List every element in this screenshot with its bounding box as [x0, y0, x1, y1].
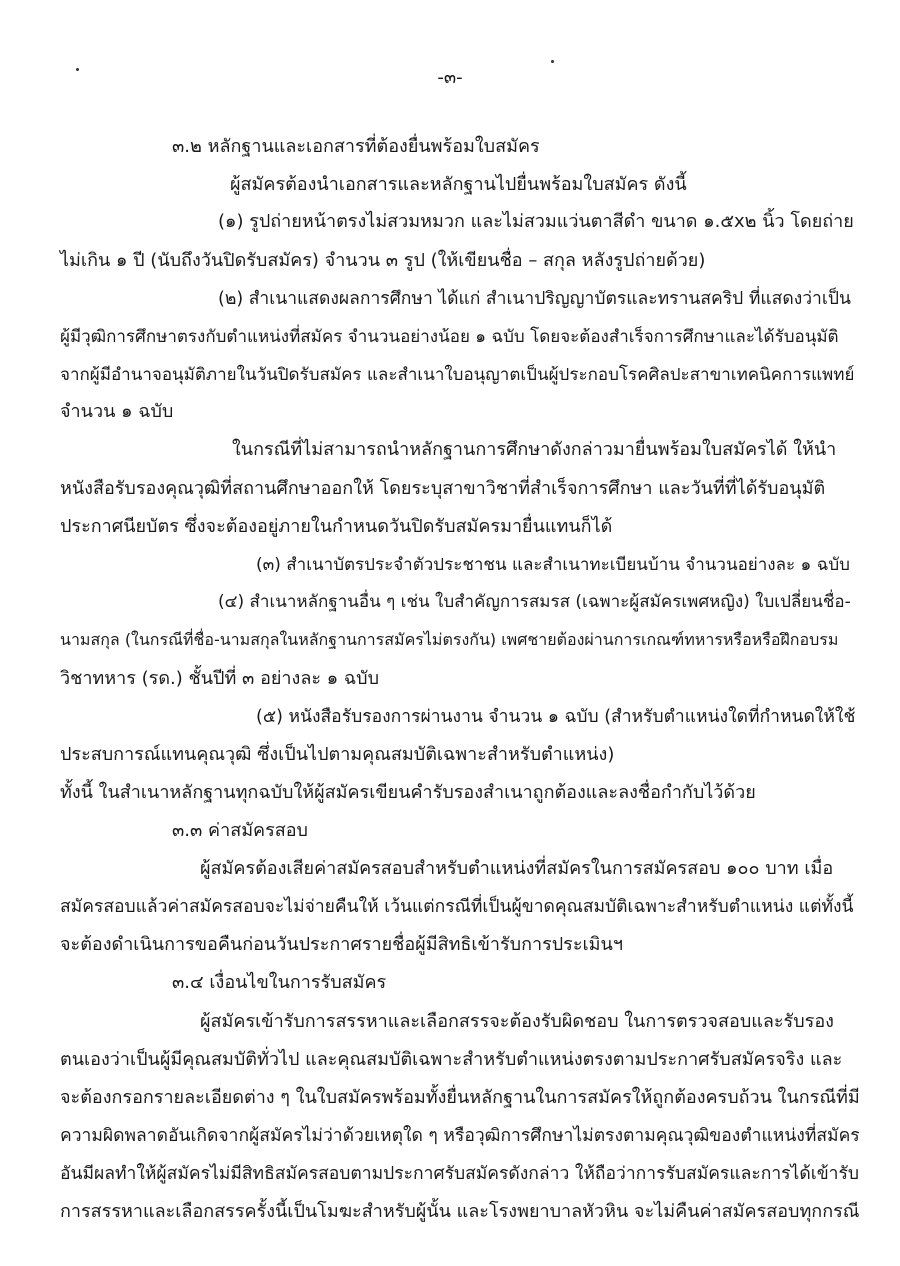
paragraph-line: ทั้งนี้ ในสำเนาหลักฐานทุกฉบับให้ผู้สมัครเขียนคำรับรองสำเนาถูกต้องและลงชื่อกำกับไว้ด้วย: [60, 782, 756, 803]
paragraph-line: ผู้สมัครต้องนำเอกสารและหลักฐานไปยื่นพร้อมใบสมัคร ดังนี้: [230, 174, 687, 195]
paragraph-line: ประกาศนียบัตร ซึ่งจะต้องอยู่ภายในกำหนดวันปิดรับสมัครมายื่นแทนก็ได้: [60, 516, 613, 537]
paragraph-line: ผู้สมัครต้องเสียค่าสมัครสอบสำหรับตำแหน่งที่สมัครในการสมัครสอบ ๑๐๐ บาท เมื่อ: [200, 858, 834, 879]
paragraph-line: ความผิดพลาดอันเกิดจากผู้สมัครไม่ว่าด้วยเหตุใด ๆ หรือวุฒิการศึกษาไม่ตรงตามคุณวุฒิของตำแหน่งที่สมัคร: [60, 1126, 860, 1146]
paragraph-line: ผู้สมัครเข้ารับการสรรหาและเลือกสรรจะต้องรับผิดชอบ ในการตรวจสอบและรับรอง: [200, 1011, 834, 1032]
paragraph-line: ตนเองว่าเป็นผู้มีคุณสมบัติทั่วไป และคุณสมบัติเฉพาะสำหรับตำแหน่งตรงตามประกาศรับสมัครจริง และ: [60, 1049, 843, 1070]
paragraph-line: ไม่เกิน ๑ ปี (นับถึงวันปิดรับสมัคร) จำนวน ๓ รูป (ให้เขียนชื่อ – สกุล หลังรูปถ่ายด้วย): [60, 250, 706, 271]
list-item-line: (๔) สำเนาหลักฐานอื่น ๆ เช่น ใบสำคัญการสมรส (เฉพาะผู้สมัครเพศหญิง) ใบเปลี่ยนชื่อ-: [218, 592, 851, 612]
section-heading: ๓.๓ ค่าสมัครสอบ: [172, 820, 308, 841]
paragraph-line: ในกรณีที่ไม่สามารถนำหลักฐานการศึกษาดังกล่าวมายื่นพร้อมใบสมัครได้ ให้นำ: [232, 439, 837, 460]
paragraph-line: การสรรหาและเลือกสรรครั้งนี้เป็นโมฆะสำหรับผู้นั้น และโรงพยาบาลหัวหิน จะไม่คืนค่าสมัครสอบทุกกรณี: [60, 1201, 860, 1222]
section-heading: ๓.๔ เงื่อนไขในการรับสมัคร: [172, 972, 387, 993]
paragraph-line: ประสบการณ์แทนคุณวุฒิ ซึ่งเป็นไปตามคุณสมบัติเฉพาะสำหรับตำแหน่ง): [60, 744, 615, 765]
paragraph-line: หนังสือรับรองคุณวุฒิที่สถานศึกษาออกให้ โดยระบุสาขาวิชาที่สำเร็จการศึกษา และวันที่ที่ได้รับอนุมัติ: [60, 478, 826, 499]
paragraph-line: จะต้องดำเนินการขอคืนก่อนวันประกาศรายชื่อผู้มีสิทธิเข้ารับการประเมินฯ: [60, 934, 623, 955]
paragraph-line: สมัครสอบแล้วค่าสมัครสอบจะไม่จ่ายคืนให้ เว้นแต่กรณีที่เป็นผู้ขาดคุณสมบัติเฉพาะสำหรับตำแหน่ง แต่ทั้งนี้: [60, 897, 854, 917]
list-item-line: (๓) สำเนาบัตรประจำตัวประชาชน และสำเนาทะเบียนบ้าน จำนวนอย่างละ ๑ ฉบับ: [256, 555, 850, 575]
section-heading: ๓.๒ หลักฐานและเอกสารที่ต้องยื่นพร้อมใบสมัคร: [172, 136, 540, 157]
paragraph-line: จำนวน ๑ ฉบับ: [60, 401, 174, 422]
paragraph-line: จะต้องกรอกรายละเอียดต่าง ๆ ในใบสมัครพร้อมทั้งยื่นหลักฐานในการสมัครให้ถูกต้องครบถ้วน ในกรณีที่มี: [60, 1087, 860, 1108]
paragraph-line: นามสกุล (ในกรณีที่ชื่อ-นามสกุลในหลักฐานการสมัครไม่ตรงกัน) เพศชายต้องผ่านการเกณฑ์ทหารหรือหรือฝึกอบรม: [60, 630, 839, 649]
page-number: -๓-: [437, 67, 463, 88]
list-item-line: (๒) สำเนาแสดงผลการศึกษา ได้แก่ สำเนาปริญญาบัตรและทรานสคริป ที่แสดงว่าเป็น: [218, 289, 851, 309]
paragraph-line: อันมีผลทำให้ผู้สมัครไม่มีสิทธิสมัครสอบตามประกาศรับสมัครดังกล่าว ให้ถือว่าการรับสมัครและการได้เข้ารับ: [60, 1164, 860, 1184]
paragraph-line: วิชาทหาร (รด.) ชั้นปีที่ ๓ อย่างละ ๑ ฉบับ: [60, 668, 379, 689]
list-item-line: (๕) หนังสือรับรองการผ่านงาน จำนวน ๑ ฉบับ (สำหรับตำแหน่งใดที่กำหนดให้ใช้: [256, 707, 856, 727]
paragraph-line: ผู้มีวุฒิการศึกษาตรงกับตำแหน่งที่สมัคร จำนวนอย่างน้อย ๑ ฉบับ โดยจะต้องสำเร็จการศึกษาและได้รับอนุมัติ: [60, 327, 839, 347]
list-item-line: (๑) รูปถ่ายหน้าตรงไม่สวมหมวก และไม่สวมแว่นตาสีดำ ขนาด ๑.๕x๒ นิ้ว โดยถ่าย: [218, 211, 854, 232]
paragraph-line: จากผู้มีอำนาจอนุมัติภายในวันปิดรับสมัคร และสำเนาใบอนุญาตเป็นผู้ประกอบโรคศิลปะสาขาเทคนิคการแพทย์: [60, 365, 855, 385]
